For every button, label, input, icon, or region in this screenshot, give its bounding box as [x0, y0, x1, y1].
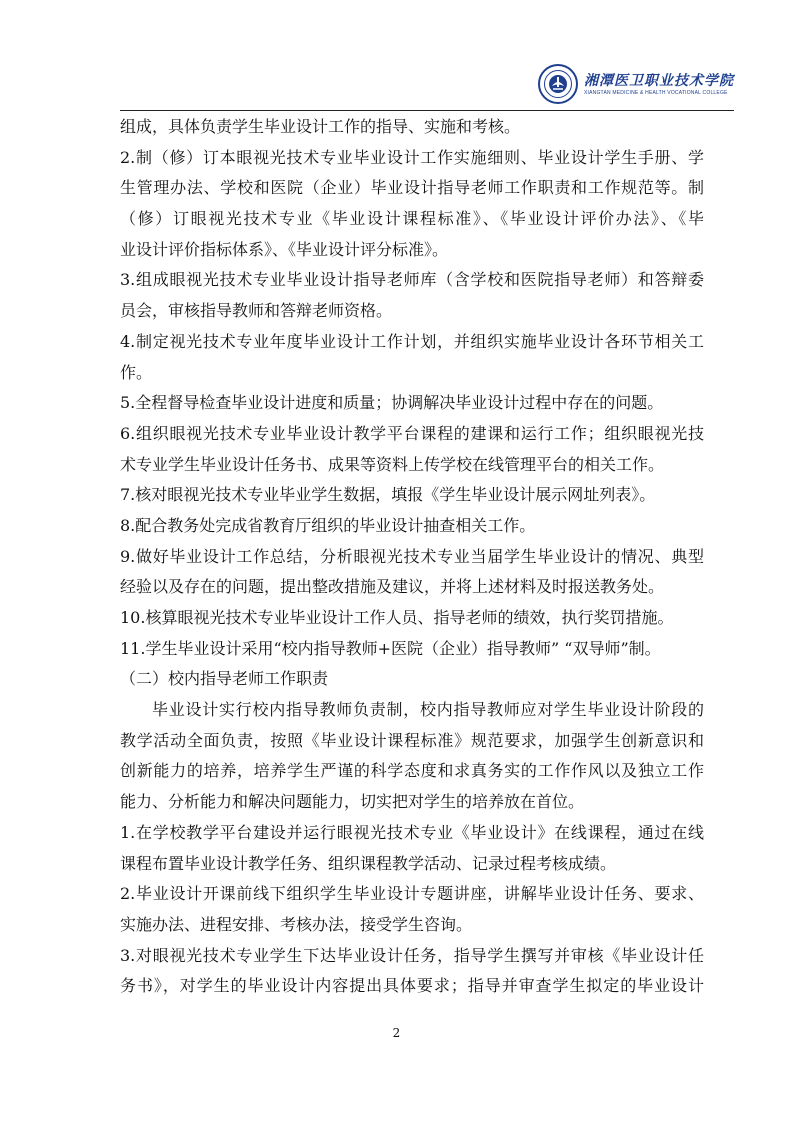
college-emblem-icon	[538, 64, 578, 104]
text-line: 11.学生毕业设计采用“校内指导教师+医院（企业）指导教师” “双导师”制。	[120, 638, 661, 658]
text-line: 2.制（修）订本眼视光技术专业毕业设计工作实施细则、毕业设计学生手册、学	[120, 147, 704, 167]
text-line: 术专业学生毕业设计任务书、成果等资料上传学校在线管理平台的相关工作。	[120, 454, 665, 474]
page-header	[120, 60, 734, 111]
text-line: 毕业设计实行校内指导教师负责制，校内指导教师应对学生毕业设计阶段的	[152, 700, 704, 720]
section-heading: （二）校内指导老师工作职责	[120, 669, 329, 689]
text-line: 9.做好毕业设计工作总结，分析眼视光技术专业当届学生毕业设计的情况、典型	[120, 546, 704, 566]
text-line: 1.在学校教学平台建设并运行眼视光技术专业《毕业设计》在线课程，通过在线	[120, 822, 704, 842]
text-line: 生管理办法、学校和医院（企业）毕业设计指导老师工作职责和工作规范等。制	[120, 178, 704, 198]
header-rule	[120, 110, 734, 111]
page-number: 2	[392, 1026, 401, 1040]
body-text	[120, 112, 704, 1002]
text-line: 课程布置毕业设计教学任务、组织课程教学活动、记录过程考核成绩。	[120, 853, 617, 873]
text-line: 员会，审核指导教师和答辩老师资格。	[120, 301, 393, 321]
college-name-cn: 湘潭医卫职业技术学院	[584, 72, 734, 89]
text-line: 2.毕业设计开课前线下组织学生毕业设计专题讲座，讲解毕业设计任务、要求、	[120, 884, 704, 904]
text-line: 3.组成眼视光技术专业毕业设计指导老师库（含学校和医院指导老师）和答辩委	[120, 270, 704, 290]
text-line: 能力、分析能力和解决问题能力，切实把对学生的培养放在首位。	[120, 792, 585, 812]
text-line: 教学活动全面负责，按照《毕业设计课程标准》规范要求，加强学生创新意识和	[120, 730, 704, 750]
text-line: 创新能力的培养，培养学生严谨的科学态度和求真务实的工作作风以及独立工作	[120, 761, 704, 781]
text-line: 经验以及存在的问题，提出整改措施及建议，并将上述材料及时报送教务处。	[120, 577, 665, 597]
college-logo	[538, 62, 734, 106]
text-line: 3.对眼视光技术专业学生下达毕业设计任务，指导学生撰写并审核《毕业设计任	[120, 945, 704, 965]
text-line: 实施办法、进程安排、考核办法，接受学生咨询。	[120, 914, 473, 934]
text-line: 业设计评价指标体系》、《毕业设计评分标准》。	[120, 239, 449, 259]
text-line: （修）订眼视光技术专业《毕业设计课程标准》、《毕业设计评价办法》、《毕	[120, 209, 704, 229]
text-line: 7.核对眼视光技术专业毕业学生数据，填报《学生毕业设计展示网址列表》。	[120, 485, 656, 505]
text-line: 组成，具体负责学生毕业设计工作的指导、实施和考核。	[120, 117, 521, 136]
college-name-en: XIANGTAN MEDICINE & HEALTH VOCATIONAL COLLEGE	[584, 89, 728, 96]
text-line: 务书》，对学生的毕业设计内容提出具体要求；指导并审查学生拟定的毕业设计	[120, 976, 704, 996]
text-line: 5.全程督导检查毕业设计进度和质量；协调解决毕业设计过程中存在的问题。	[120, 393, 664, 413]
text-line: 10.核算眼视光技术专业毕业设计工作人员、指导老师的绩效，执行奖罚措施。	[120, 608, 674, 627]
text-line: 4.制定视光技术专业年度毕业设计工作计划，并组织实施毕业设计各环节相关工	[120, 331, 704, 351]
text-line: 作。	[120, 362, 153, 382]
text-line: 8.配合教务处完成省教育厅组织的毕业设计抽查相关工作。	[120, 515, 536, 535]
text-line: 6.组织眼视光技术专业毕业设计教学平台课程的建课和运行工作；组织眼视光技	[120, 423, 704, 443]
